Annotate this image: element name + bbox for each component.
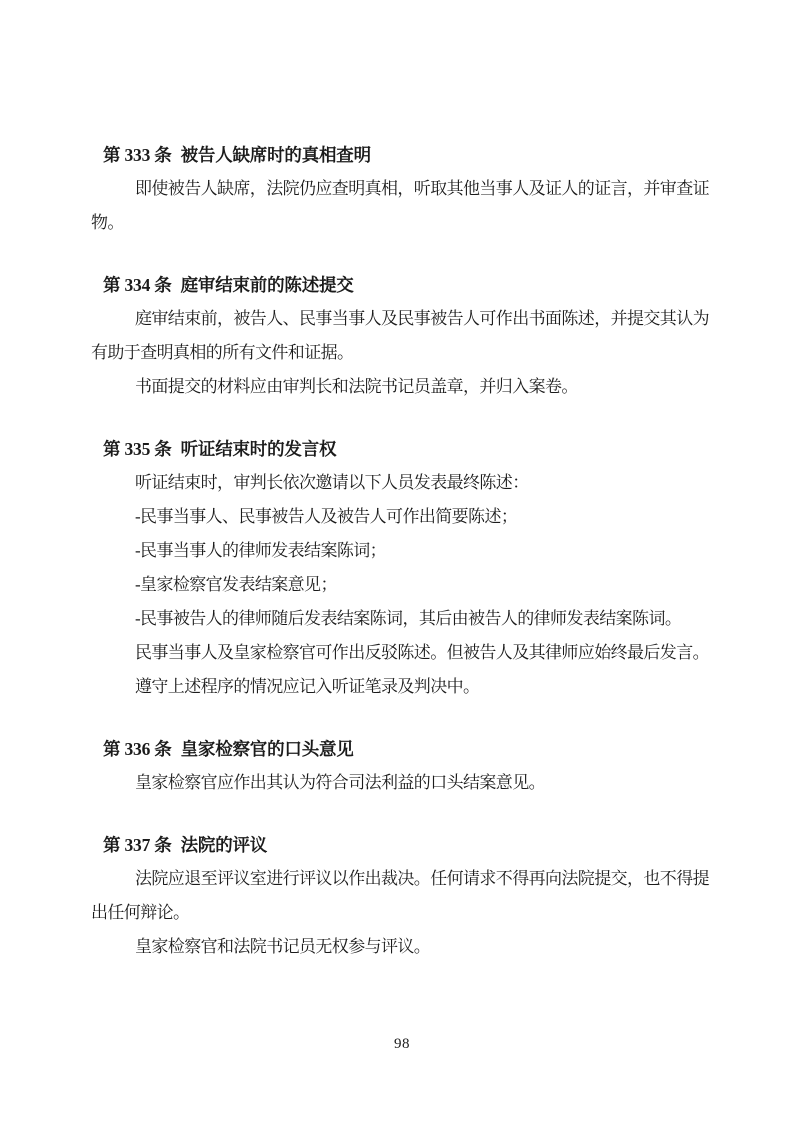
article-heading xyxy=(91,432,713,466)
text-line: 皇家检察官和法院书记员无权参与评议。 xyxy=(135,937,431,956)
article-number: 第 335 条 xyxy=(103,439,172,459)
article-heading xyxy=(91,828,713,862)
article-section xyxy=(91,732,713,800)
text-line: 皇家检察官应作出其认为符合司法利益的口头结案意见。 xyxy=(135,773,545,792)
article-number: 第 333 条 xyxy=(103,145,172,165)
text-line: 民事当事人及皇家检察官可作出反驳陈述。但被告人及其律师应始终最后发言。 xyxy=(135,643,709,662)
article-title: 法院的评议 xyxy=(180,835,268,855)
text-line: 物。 xyxy=(91,213,124,232)
article-heading xyxy=(91,268,713,302)
article-title: 听证结束时的发言权 xyxy=(180,439,337,459)
article-section xyxy=(91,138,713,240)
text-line: 书面提交的材料应由审判长和法院书记员盖章，并归入案卷。 xyxy=(135,377,578,396)
article-section xyxy=(91,432,713,704)
text-line: 庭审结束前，被告人、民事当事人及民事被告人可作出书面陈述，并提交其认为 xyxy=(135,309,709,328)
article-number: 第 336 条 xyxy=(103,739,172,759)
text-line: 有助于查明真相的所有文件和证据。 xyxy=(91,343,354,362)
article-section xyxy=(91,828,713,964)
text-line: -民事当事人的律师发表结案陈词； xyxy=(135,541,387,560)
text-line: 法院应退至评议室进行评议以作出裁决。任何请求不得再向法院提交，也不得提 xyxy=(135,869,709,888)
article-heading xyxy=(91,138,713,172)
text-line: -皇家检察官发表结案意见； xyxy=(135,575,337,594)
article-number: 第 337 条 xyxy=(103,835,172,855)
article-title: 庭审结束前的陈述提交 xyxy=(180,275,354,295)
text-line: -民事被告人的律师随后发表结案陈词，其后由被告人的律师发表结案陈词。 xyxy=(135,609,682,628)
text-line: 即使被告人缺席，法院仍应查明真相，听取其他当事人及证人的证言，并审查证 xyxy=(135,179,709,198)
article-title: 皇家检察官的口头意见 xyxy=(180,739,354,759)
article-section xyxy=(91,268,713,404)
text-line: -民事当事人、民事被告人及被告人可作出简要陈述； xyxy=(135,507,518,526)
text-line: 出任何辩论。 xyxy=(91,903,190,922)
article-heading xyxy=(91,732,713,766)
article-title: 被告人缺席时的真相查明 xyxy=(180,145,371,165)
text-line: 遵守上述程序的情况应记入听证笔录及判决中。 xyxy=(135,677,480,696)
text-line: 听证结束时，审判长依次邀请以下人员发表最终陈述： xyxy=(135,473,529,492)
document-content xyxy=(91,138,713,964)
article-number: 第 334 条 xyxy=(103,275,172,295)
page-number: 98 xyxy=(394,1036,410,1052)
